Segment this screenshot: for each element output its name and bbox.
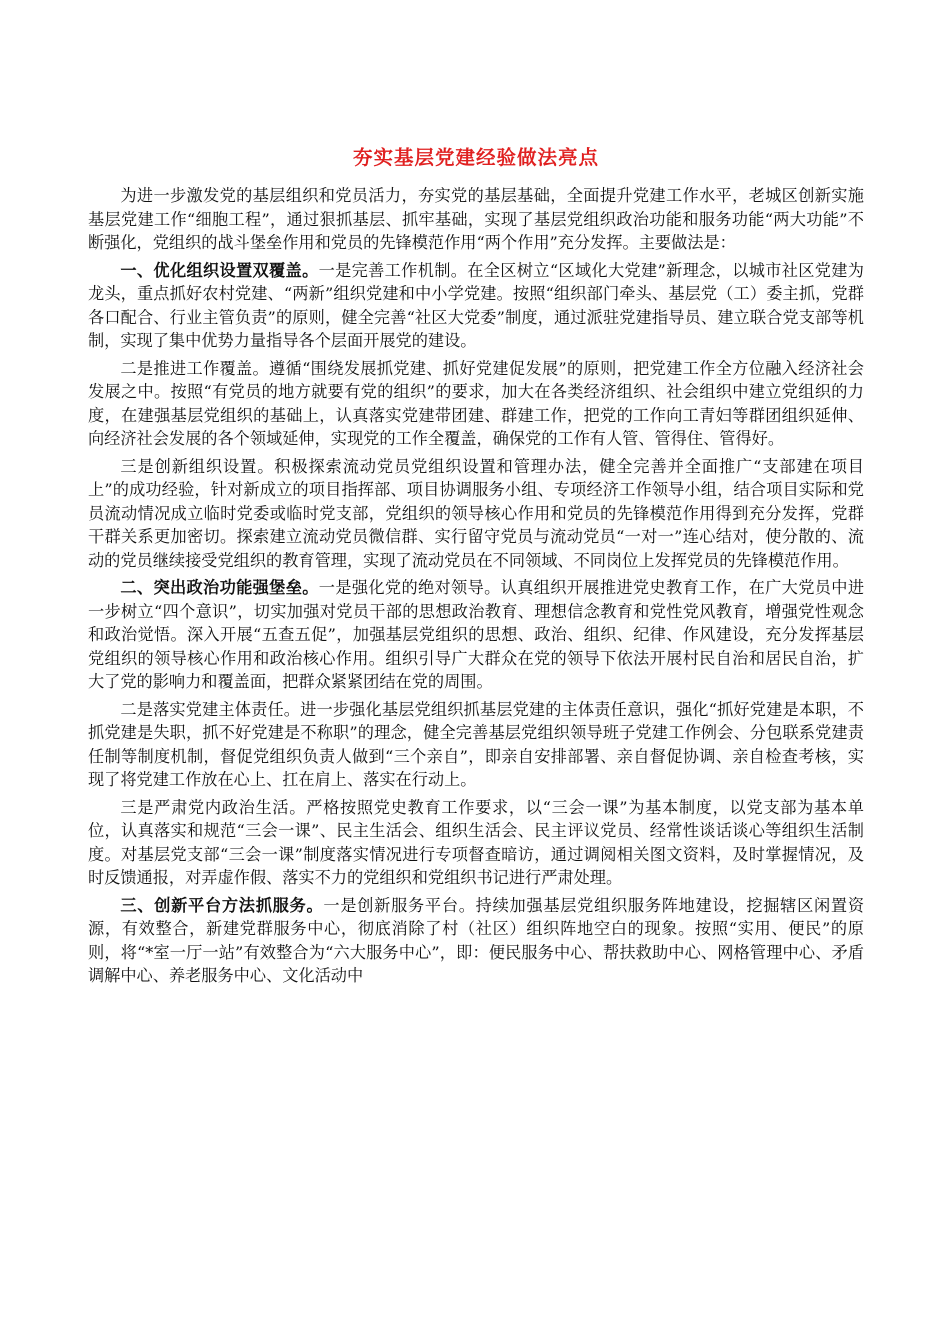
section-heading: 一、优化组织设置双覆盖。 [120, 260, 319, 280]
paragraph-section-2 [88, 576, 864, 694]
paragraph-section-3 [88, 894, 864, 988]
paragraph-section-1 [88, 259, 864, 353]
paragraph [88, 357, 864, 451]
section-heading: 二、突出政治功能强堡垒。 [120, 578, 319, 597]
paragraph-text: 三是创新组织设置。积极探索流动党员党组织设置和管理办法，健全完善并全面推广“支部建在项目上”的成功经验，针对新成立的项目指挥部、项目协调服务小组、专项经济工作领导小组，结合项目实际和党员流动情况成立临时党委或临时党支部，党组织的领导核心作用和党员的先锋模范作用得到充分发挥，党群干群关系更加密切。探索建立流动党员微信群、实行留守党员与流动党员“一对一”连心结对，使分散的、流动的党员继续接受党组织的教育管理，实现了流动党员在不同领域、不同岗位上发挥党员的先锋模范作用。 [88, 456, 864, 570]
paragraph-text: 为进一步激发党的基层组织和党员活力，夯实党的基层基础，全面提升党建工作水平，老城区创新实施基层党建工作“细胞工程”，通过狠抓基层、抓牢基础，实现了基层党组织政治功能和服务功能“两大功能”不断强化，党组织的战斗堡垒作用和党员的先锋模范作用“两个作用”充分发挥。主要做法是： [88, 186, 864, 252]
paragraph-text: 一是强化党的绝对领导。认真组织开展推进党史教育工作，在广大党员中进一步树立“四个意识”，切实加强对党员干部的思想政治教育、理想信念教育和党性党风教育，增强党性观念和政治觉悟。深入开展“五查五促”，加强基层党组织的思想、政治、组织、纪律、作风建设，充分发挥基层党组织的领导核心作用和政治核心作用。组织引导广大群众在党的领导下依法开展村民自治和居民自治，扩大了党的影响力和覆盖面，把群众紧紧团结在党的周围。 [88, 578, 865, 691]
paragraph [88, 698, 864, 792]
paragraph-text: 三是严肃党内政治生活。严格按照党史教育工作要求，以“三会一课”为基本制度，以党支部为基本单位，认真落实和规范“三会一课”、民主生活会、组织生活会、民主评议党员、经常性谈话谈心等组织生活制度。对基层党支部“三会一课”制度落实情况进行专项督查暗访，通过调阅相关图文资料，及时掌握情况，及时反馈通报，对弄虚作假、落实不力的党组织和党组织书记进行严肃处理。 [88, 797, 864, 887]
paragraph-text: 一是完善工作机制。在全区树立“区域化大党建”新理念，以城市社区党建为龙头，重点抓好农村党建、“两新”组织党建和中小学党建。按照“组织部门牵头、基层党（工）委主抓，党群各口配合、行业主管负责”的原则，健全完善“社区大党委”制度，通过派驻党建指导员、建立联合党支部等机制，实现了集中优势力量指导各个层面开展党的建设。 [88, 260, 864, 350]
paragraph [88, 455, 864, 573]
document-title: 夯实基层党建经验做法亮点 [352, 146, 599, 169]
document-page [88, 136, 864, 992]
paragraph-text: 二是落实党建主体责任。进一步强化基层党组织抓基层党建的主体责任意识，强化“抓好党建是本职，不抓党建是失职，抓不好党建是不称职”的理念，健全完善基层党组织领导班子党建工作例会、分包联系党建责任制等制度机制，督促党组织负责人做到“三个亲自”，即亲自安排部署、亲自督促协调、亲自检查考核，实现了将党建工作放在心上、扛在肩上、落实在行动上。 [88, 699, 864, 789]
section-heading: 三、创新平台方法抓服务。 [120, 895, 324, 915]
paragraph-text: 二是推进工作覆盖。遵循“围绕发展抓党建、抓好党建促发展”的原则，把党建工作全方位融入经济社会发展之中。按照“有党员的地方就要有党的组织”的要求，加大在各类经济组织、社会组织中建立党组织的力度，在建强基层党组织的基础上，认真落实党建带团建、群建工作，把党的工作向工青妇等群团组织延伸、向经济社会发展的各个领域延伸，实现党的工作全覆盖，确保党的工作有人管、管得住、管得好。 [88, 358, 864, 448]
paragraph-text: 一是创新服务平台。持续加强基层党组织服务阵地建设，挖掘辖区闲置资源，有效整合，新建党群服务中心，彻底消除了村（社区）组织阵地空白的现象。按照“实用、便民”的原则，将“*室一厅一站”有效整合为“六大服务中心”，即：便民服务中心、帮扶救助中心、网格管理中心、矛盾调解中心、养老服务中心、文化活动中 [88, 895, 865, 985]
paragraph [88, 796, 864, 890]
paragraph-intro [88, 184, 864, 255]
